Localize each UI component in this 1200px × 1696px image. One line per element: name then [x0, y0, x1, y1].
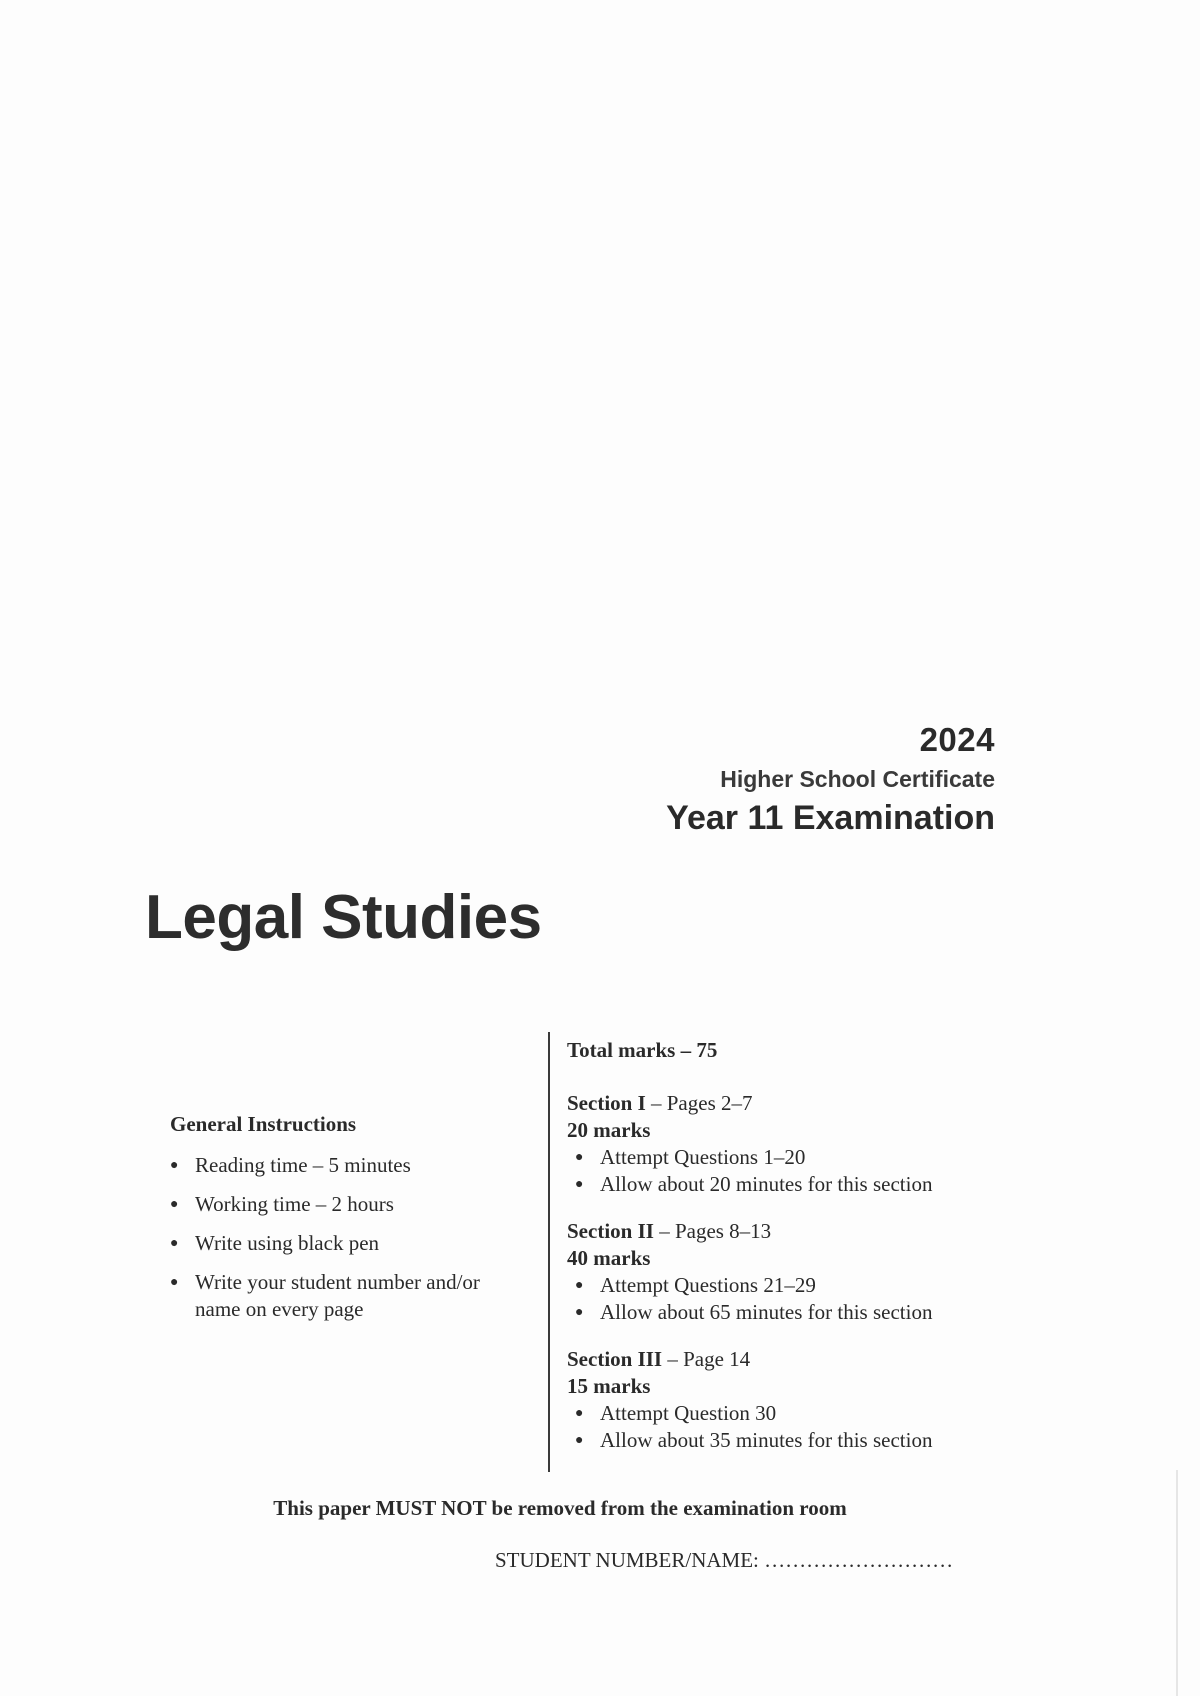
- instruction-item: [170, 1191, 530, 1218]
- bullet-icon: ●: [170, 1236, 179, 1251]
- section-item-text: Attempt Questions 1–20: [600, 1145, 806, 1169]
- removal-notice: This paper MUST NOT be removed from the examination room: [273, 1496, 847, 1520]
- instructions-list: [170, 1152, 530, 1323]
- section-marks: 15 marks: [567, 1374, 651, 1398]
- bullet-icon: ●: [170, 1158, 179, 1173]
- general-instructions: [170, 1110, 530, 1335]
- exam-name: Year 11 Examination: [666, 799, 995, 837]
- section-items: [567, 1272, 1027, 1326]
- marks-breakdown: [567, 1036, 1027, 1474]
- section-item: [575, 1272, 1027, 1299]
- section-item-text: Allow about 65 minutes for this section: [600, 1300, 933, 1324]
- section-name: Section I: [567, 1091, 646, 1115]
- section-1: [567, 1090, 1027, 1198]
- section-items: [567, 1144, 1027, 1198]
- section-title: [567, 1090, 1027, 1117]
- instruction-text: Working time – 2 hours: [195, 1192, 394, 1216]
- section-name: Section III: [567, 1347, 663, 1371]
- column-divider: [548, 1032, 550, 1472]
- instruction-text: Reading time – 5 minutes: [195, 1153, 411, 1177]
- section-marks: 20 marks: [567, 1118, 651, 1142]
- section-item: [575, 1144, 1027, 1171]
- section-pages: – Page 14: [662, 1347, 751, 1371]
- bullet-icon: ●: [575, 1177, 584, 1192]
- scan-edge-line: [1176, 1470, 1178, 1696]
- section-item: [575, 1171, 1027, 1198]
- student-number-name-field: STUDENT NUMBER/NAME: ………………………: [495, 1548, 954, 1572]
- bullet-icon: ●: [575, 1150, 584, 1165]
- certificate-name: Higher School Certificate: [720, 766, 995, 792]
- instruction-item: [170, 1152, 530, 1179]
- bullet-icon: ●: [170, 1275, 179, 1290]
- instruction-text: Write your student number and/or name on every page: [195, 1270, 480, 1321]
- bullet-icon: ●: [575, 1305, 584, 1320]
- section-item: [575, 1299, 1027, 1326]
- subject-title: Legal Studies: [145, 883, 542, 952]
- exam-year: 2024: [919, 721, 995, 758]
- exam-header: [666, 720, 995, 838]
- section-item-text: Attempt Question 30: [600, 1401, 777, 1425]
- section-item-text: Attempt Questions 21–29: [600, 1273, 816, 1297]
- section-item-text: Allow about 35 minutes for this section: [600, 1428, 933, 1452]
- section-title: [567, 1346, 1027, 1373]
- instruction-item: [170, 1269, 530, 1323]
- bullet-icon: ●: [170, 1197, 179, 1212]
- instructions-heading: General Instructions: [170, 1112, 357, 1136]
- bullet-icon: ●: [575, 1278, 584, 1293]
- section-marks: 40 marks: [567, 1246, 651, 1270]
- section-item-text: Allow about 20 minutes for this section: [600, 1172, 933, 1196]
- section-pages: – Pages 2–7: [645, 1091, 753, 1115]
- bullet-icon: ●: [575, 1433, 584, 1448]
- section-title: [567, 1218, 1027, 1245]
- section-item: [575, 1400, 1027, 1427]
- instruction-text: Write using black pen: [195, 1231, 380, 1255]
- bullet-icon: ●: [575, 1406, 584, 1421]
- section-items: [567, 1400, 1027, 1454]
- section-3: [567, 1346, 1027, 1454]
- total-marks: Total marks – 75: [567, 1038, 718, 1062]
- section-pages: – Pages 8–13: [653, 1219, 772, 1243]
- section-item: [575, 1427, 1027, 1454]
- section-name: Section II: [567, 1219, 654, 1243]
- instruction-item: [170, 1230, 530, 1257]
- section-2: [567, 1218, 1027, 1326]
